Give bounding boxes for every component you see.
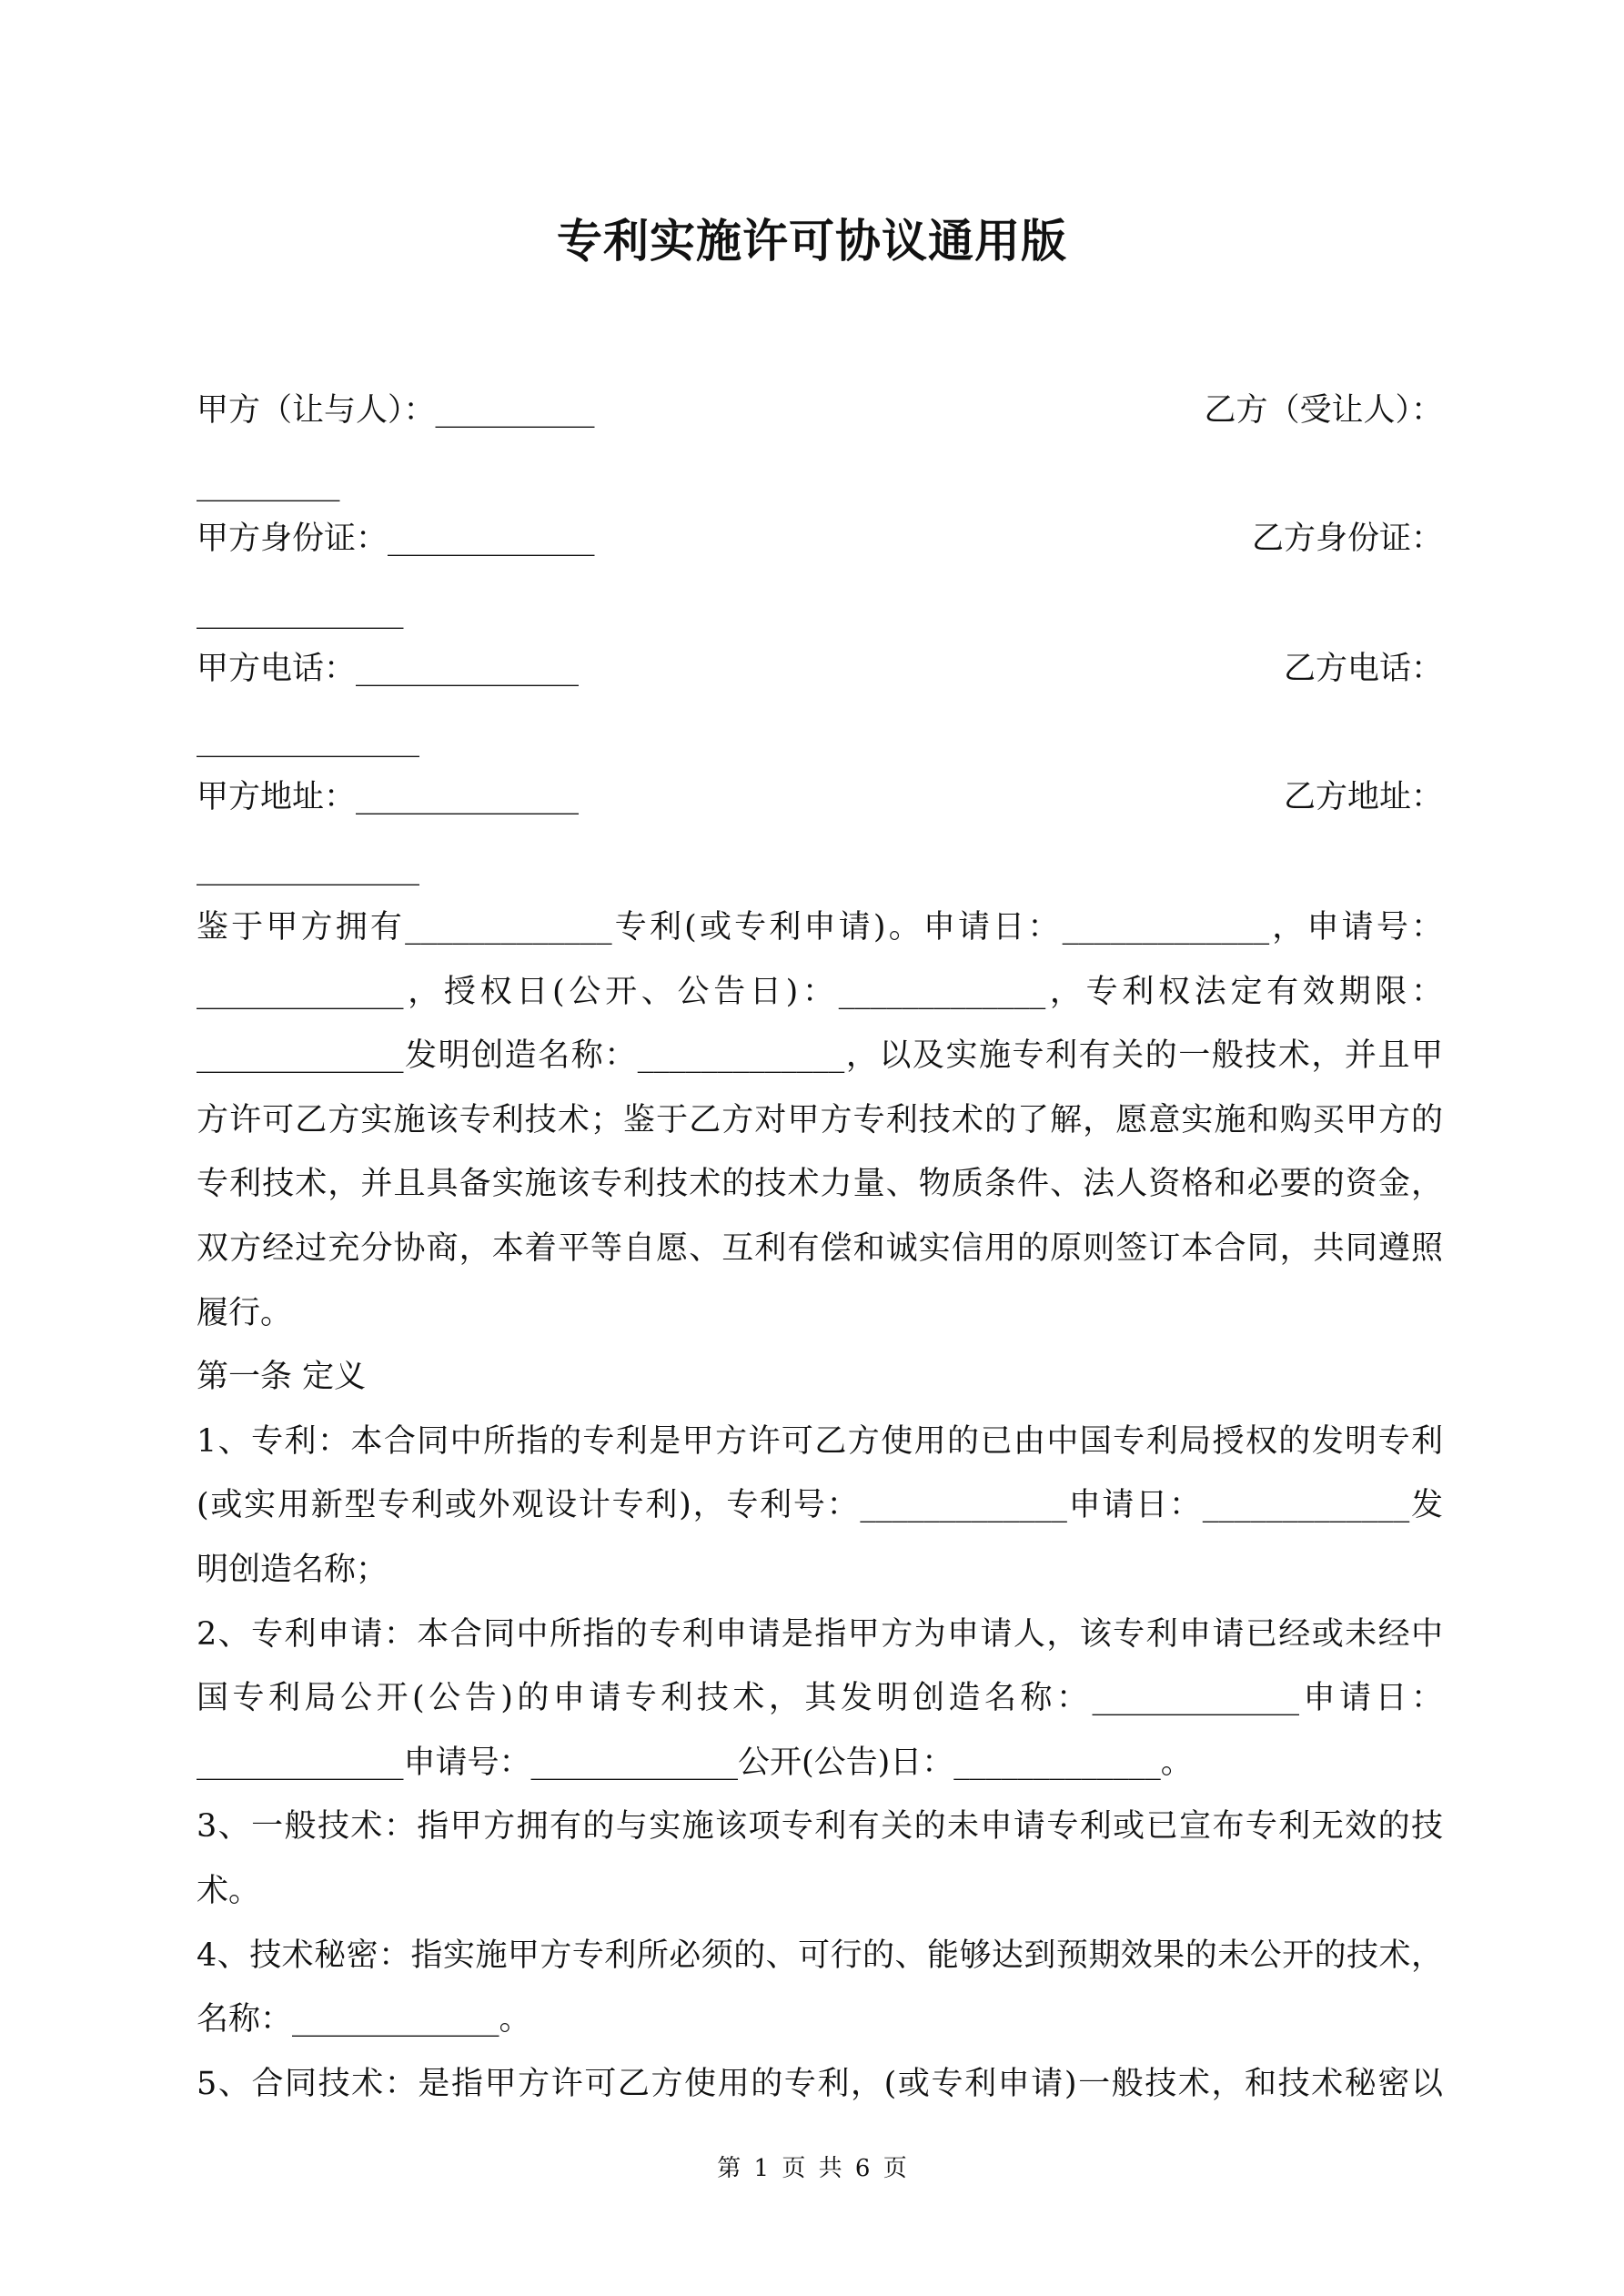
party-b-blank: _________ xyxy=(197,466,340,502)
party-b-field: 乙方身份证： xyxy=(1251,521,1443,557)
text-line: _____________，授权日(公开、公告日)：_____________，专利权法定有效期限： xyxy=(197,973,1443,1010)
text-line: 4、技术秘密：指实施甲方专利所必须的、可行的、能够达到预期效果的未公开的技术， xyxy=(197,1937,1443,1974)
text-line: 国专利局公开(公告)的申请专利技术，其发明创造名称：_____________申请日： xyxy=(197,1680,1443,1717)
page-footer: 第 1 页 共 6 页 xyxy=(717,2155,907,2182)
text-line: 5、合同技术：是指甲方许可乙方使用的专利，(或专利申请)一般技术，和技术秘密以 xyxy=(197,2065,1443,2102)
document-title: 专利实施许可协议通用版 xyxy=(557,214,1067,268)
text-line: 名称：_____________。 xyxy=(197,2001,531,2038)
party-b-blank: _____________ xyxy=(197,593,404,630)
text-line: 双方经过充分协商，本着平等自愿、互利有偿和诚实信用的原则签订本合同，共同遵照 xyxy=(197,1230,1443,1267)
text-line: 3、一般技术：指甲方拥有的与实施该项专利有关的未申请专利或已宣布专利无效的技 xyxy=(197,1808,1443,1846)
text-line: 方许可乙方实施该专利技术；鉴于乙方对甲方专利技术的了解，愿意实施和购买甲方的 xyxy=(197,1101,1443,1138)
party-a-field: 甲方地址：______________ xyxy=(197,779,580,815)
text-line: 履行。 xyxy=(197,1294,293,1331)
party-b-field: 乙方电话： xyxy=(1283,651,1443,687)
text-line: _____________发明创造名称：_____________，以及实施专利有关的一般技术，并且甲 xyxy=(197,1037,1443,1075)
text-line: 专利技术，并且具备实施该专利技术的技术力量、物质条件、法人资格和必要的资金， xyxy=(197,1166,1443,1203)
text-line: 第一条 定义 xyxy=(197,1359,367,1396)
text-line: 明创造名称； xyxy=(197,1552,388,1588)
party-a-field: 甲方（让与人）：__________ xyxy=(197,392,595,429)
text-line: 2、专利申请：本合同中所指的专利申请是指甲方为申请人，该专利申请已经或未经中 xyxy=(197,1615,1443,1653)
text-line: _____________申请号：_____________公开(公告)日：_____________。 xyxy=(197,1744,1193,1781)
text-line: 术。 xyxy=(197,1873,261,1909)
party-a-field: 甲方电话：______________ xyxy=(197,651,580,687)
party-b-field: 乙方（受让人）： xyxy=(1204,392,1443,429)
party-a-field: 甲方身份证：_____________ xyxy=(197,521,595,557)
party-b-field: 乙方地址： xyxy=(1283,779,1443,815)
text-line: 1、专利：本合同中所指的专利是甲方许可乙方使用的已由中国专利局授权的发明专利 xyxy=(197,1422,1443,1460)
text-line: 鉴于甲方拥有_____________专利(或专利申请)。申请日：_____________，申请号： xyxy=(197,909,1443,946)
party-b-blank: ______________ xyxy=(197,850,419,886)
text-line: (或实用新型专利或外观设计专利)，专利号：_____________申请日：_____________发 xyxy=(197,1487,1443,1524)
party-b-blank: ______________ xyxy=(197,722,419,758)
